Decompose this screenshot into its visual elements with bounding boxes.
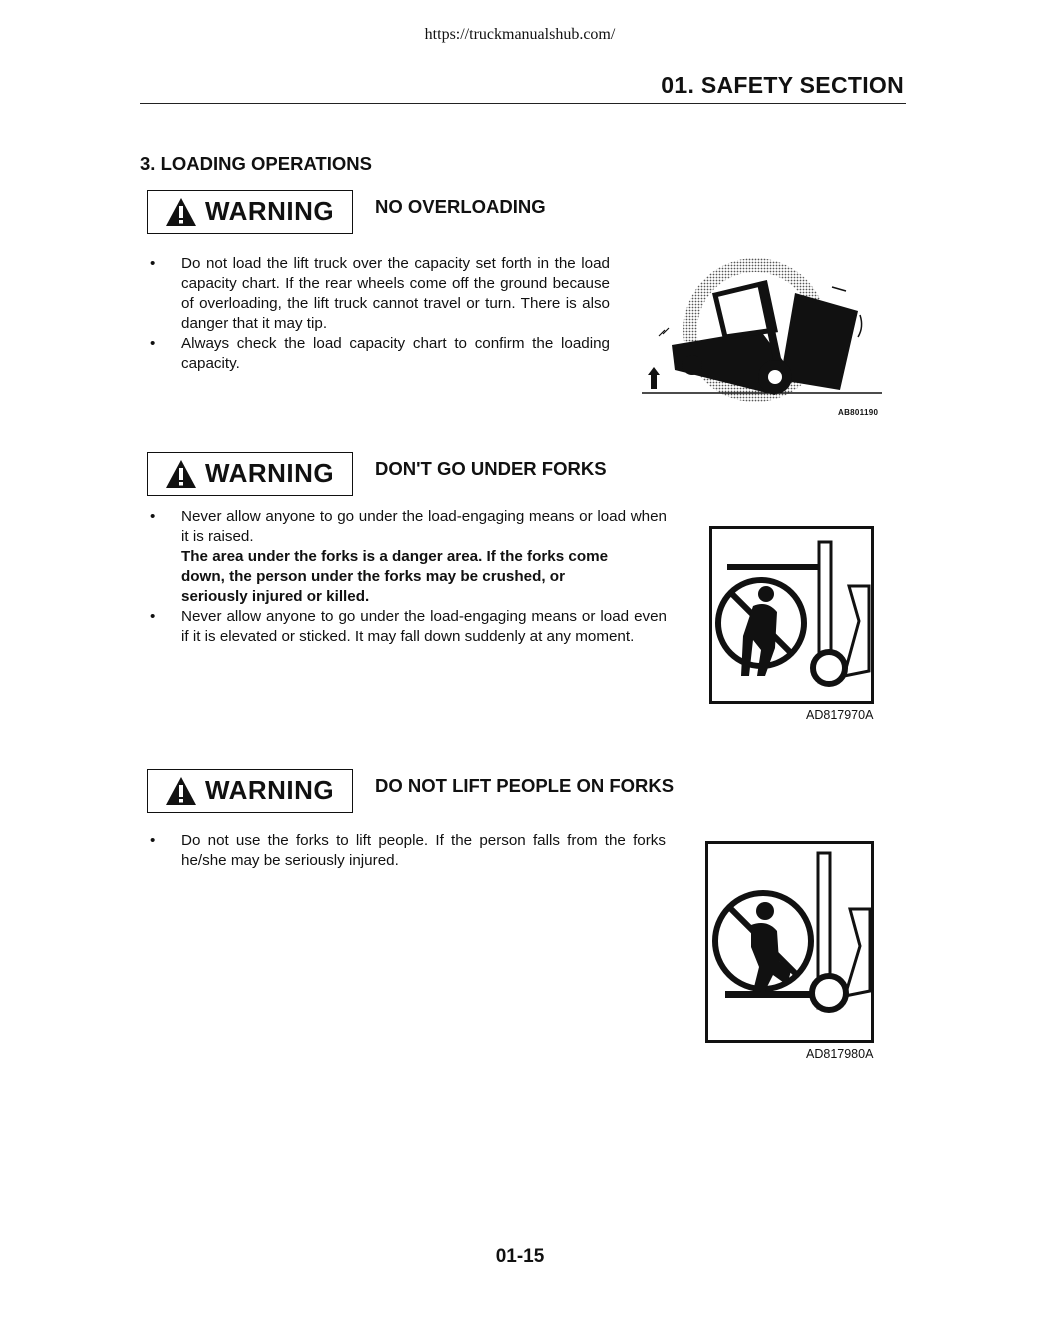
warning-heading-lift-people: DO NOT LIFT PEOPLE ON FORKS [375, 775, 675, 796]
header-rule [140, 103, 906, 104]
page-number: 01-15 [495, 1246, 545, 1267]
subsection-title: 3. LOADING OPERATIONS [140, 153, 372, 174]
bullet-text: Never allow anyone to go under the load-engaging means or load when it is raised. [181, 508, 667, 545]
warning-label: WARNING [205, 775, 335, 805]
image-code: AD817970A [806, 708, 874, 722]
list-item: • Always check the load capacity chart to confirm the loading capacity. [150, 334, 610, 374]
list-item: • Never allow anyone to go under the load-engaging means or load even if it is elevated or sticked. It may fall down suddenly at any moment. [150, 607, 667, 647]
warning-triangle-icon [165, 459, 197, 489]
lift-people-bullets [150, 831, 666, 871]
overloading-bullets [150, 254, 610, 374]
list-item: • Do not use the forks to lift people. If the person falls from the forks he/she may be seriously injured. [150, 831, 666, 871]
warning-label: WARNING [205, 196, 335, 226]
warning-box-lift-people [147, 769, 353, 813]
warning-triangle-icon [165, 197, 197, 227]
tipping-forklift-icon [640, 255, 890, 415]
warning-heading-overloading: NO OVERLOADING [375, 196, 546, 217]
image-code: AB801190 [838, 408, 879, 417]
warning-box-overloading [147, 190, 353, 234]
section-title: 01. SAFETY SECTION [661, 72, 904, 98]
no-person-under-forks-icon [709, 526, 874, 704]
no-person-on-forks-icon [705, 841, 874, 1043]
warning-heading-under-forks: DON'T GO UNDER FORKS [375, 458, 607, 479]
danger-note: The area under the forks is a danger area. If the forks come down, the person under the forks may be crushed, or seriously injured or killed. [181, 548, 609, 605]
warning-label: WARNING [205, 458, 335, 488]
image-code: AD817980A [806, 1047, 874, 1061]
source-url: https://truckmanualshub.com/ [424, 26, 616, 43]
list-item [150, 507, 667, 607]
under-forks-bullets [150, 507, 667, 647]
warning-box-under-forks [147, 452, 353, 496]
list-item: • Do not load the lift truck over the capacity set forth in the load capacity chart. If the rear wheels come off the ground because of overloading, the lift truck cannot travel or turn. There is also danger that it may tip. [150, 254, 610, 334]
warning-triangle-icon [165, 776, 197, 806]
